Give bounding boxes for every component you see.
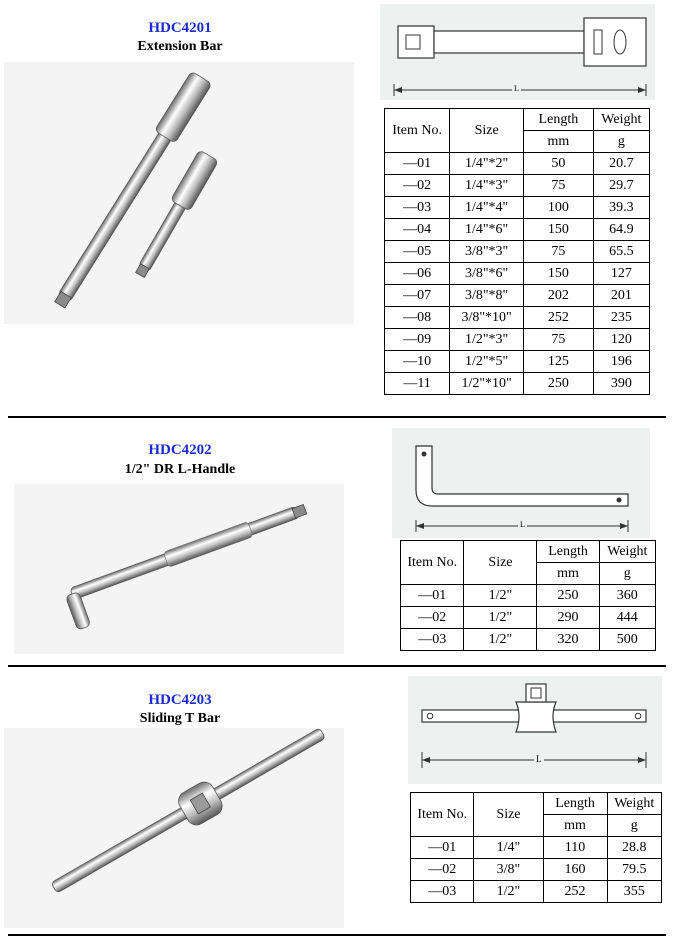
length: 160	[543, 859, 607, 881]
length: 150	[524, 219, 594, 241]
weight: 20.7	[593, 153, 649, 175]
product-photo	[14, 484, 344, 654]
section-divider	[8, 934, 666, 936]
length: 110	[543, 837, 607, 859]
length: 252	[524, 307, 594, 329]
size: 1/4"*2"	[450, 153, 524, 175]
header-length-unit: mm	[543, 815, 607, 837]
product-section-hdc4203	[0, 668, 679, 938]
table-row	[401, 607, 656, 629]
length: 320	[537, 629, 599, 651]
weight: 64.9	[593, 219, 649, 241]
table-row	[385, 329, 650, 351]
table-row	[385, 285, 650, 307]
header-item-no: Item No.	[411, 793, 474, 837]
technical-drawing	[380, 4, 655, 100]
header-item-no: Item No.	[385, 109, 450, 153]
item-no: —02	[385, 175, 450, 197]
table-row	[385, 175, 650, 197]
size: 1/4"	[474, 837, 543, 859]
item-no: —03	[411, 881, 474, 903]
table-row	[401, 585, 656, 607]
table-row	[385, 219, 650, 241]
table-row	[385, 153, 650, 175]
spec-table	[410, 792, 662, 903]
l-handle-image	[69, 502, 308, 602]
table-row	[385, 197, 650, 219]
header-item-no: Item No.	[401, 541, 464, 585]
product-code: HDC4201	[148, 20, 212, 36]
header-length: Length	[543, 793, 607, 815]
product-photo	[4, 62, 354, 324]
weight: 390	[593, 373, 649, 395]
length: 100	[524, 197, 594, 219]
header-length-unit: mm	[537, 563, 599, 585]
size: 1/4"*3"	[450, 175, 524, 197]
size: 3/8"*6"	[450, 263, 524, 285]
length: 250	[524, 373, 594, 395]
weight: 444	[599, 607, 655, 629]
table-row	[411, 837, 662, 859]
item-no: —09	[385, 329, 450, 351]
length: 50	[524, 153, 594, 175]
item-no: —08	[385, 307, 450, 329]
header-length: Length	[537, 541, 599, 563]
weight: 500	[599, 629, 655, 651]
section-divider	[8, 416, 666, 418]
table-row	[411, 881, 662, 903]
weight: 235	[593, 307, 649, 329]
weight: 120	[593, 329, 649, 351]
table-row	[411, 859, 662, 881]
item-no: —11	[385, 373, 450, 395]
technical-drawing	[408, 676, 662, 784]
item-no: —01	[411, 837, 474, 859]
item-no: —03	[401, 629, 464, 651]
size: 1/4"*6"	[450, 219, 524, 241]
item-no: —02	[401, 607, 464, 629]
dimension-label: L	[536, 754, 542, 764]
weight: 196	[593, 351, 649, 373]
length: 250	[537, 585, 599, 607]
size: 1/2"	[464, 585, 537, 607]
item-no: —01	[385, 153, 450, 175]
weight: 360	[599, 585, 655, 607]
item-no: —02	[411, 859, 474, 881]
product-name: Sliding T Bar	[139, 711, 221, 726]
length: 202	[524, 285, 594, 307]
table-row	[385, 307, 650, 329]
size: 1/4"*4"	[450, 197, 524, 219]
header-size: Size	[474, 793, 543, 837]
product-code: HDC4203	[148, 692, 212, 708]
section-divider	[8, 665, 666, 667]
item-no: —04	[385, 219, 450, 241]
header-size: Size	[464, 541, 537, 585]
length: 125	[524, 351, 594, 373]
table-row	[401, 629, 656, 651]
product-section-hdc4202	[0, 420, 679, 668]
table-row	[385, 373, 650, 395]
item-no: —06	[385, 263, 450, 285]
header-weight-unit: g	[593, 131, 649, 153]
product-name: Extension Bar	[137, 39, 223, 54]
header-length: Length	[524, 109, 594, 131]
product-section-hdc4201	[0, 0, 679, 420]
technical-drawing	[392, 428, 650, 538]
length: 75	[524, 175, 594, 197]
weight: 127	[593, 263, 649, 285]
length: 75	[524, 241, 594, 263]
weight: 79.5	[607, 859, 661, 881]
size: 1/2"	[474, 881, 543, 903]
product-code: HDC4202	[148, 442, 212, 458]
item-no: —03	[385, 197, 450, 219]
header-length-unit: mm	[524, 131, 594, 153]
table-row	[385, 241, 650, 263]
product-name: 1/2" DR L-Handle	[124, 462, 236, 477]
spec-table	[384, 108, 650, 395]
header-size: Size	[450, 109, 524, 153]
header-weight: Weight	[607, 793, 661, 815]
dimension-label: L	[520, 520, 525, 529]
header-weight: Weight	[599, 541, 655, 563]
product-photo	[4, 728, 344, 928]
size: 1/2"	[464, 607, 537, 629]
weight: 65.5	[593, 241, 649, 263]
header-weight: Weight	[593, 109, 649, 131]
header-weight-unit: g	[599, 563, 655, 585]
size: 1/2"*10"	[450, 373, 524, 395]
size: 1/2"*3"	[450, 329, 524, 351]
sliding-t-bar-image	[45, 728, 331, 904]
item-no: —05	[385, 241, 450, 263]
item-no: —01	[401, 585, 464, 607]
item-no: —07	[385, 285, 450, 307]
header-weight-unit: g	[607, 815, 661, 837]
size: 3/8"*10"	[450, 307, 524, 329]
table-row	[385, 351, 650, 373]
size: 1/2"*5"	[450, 351, 524, 373]
table-row	[385, 263, 650, 285]
dimension-label: L	[514, 84, 519, 93]
weight: 28.8	[607, 837, 661, 859]
weight: 201	[593, 285, 649, 307]
weight: 29.7	[593, 175, 649, 197]
spec-table	[400, 540, 656, 651]
length: 75	[524, 329, 594, 351]
size: 3/8"	[474, 859, 543, 881]
weight: 355	[607, 881, 661, 903]
length: 290	[537, 607, 599, 629]
length: 252	[543, 881, 607, 903]
size: 1/2"	[464, 629, 537, 651]
size: 3/8"*8"	[450, 285, 524, 307]
length: 150	[524, 263, 594, 285]
item-no: —10	[385, 351, 450, 373]
size: 3/8"*3"	[450, 241, 524, 263]
weight: 39.3	[593, 197, 649, 219]
